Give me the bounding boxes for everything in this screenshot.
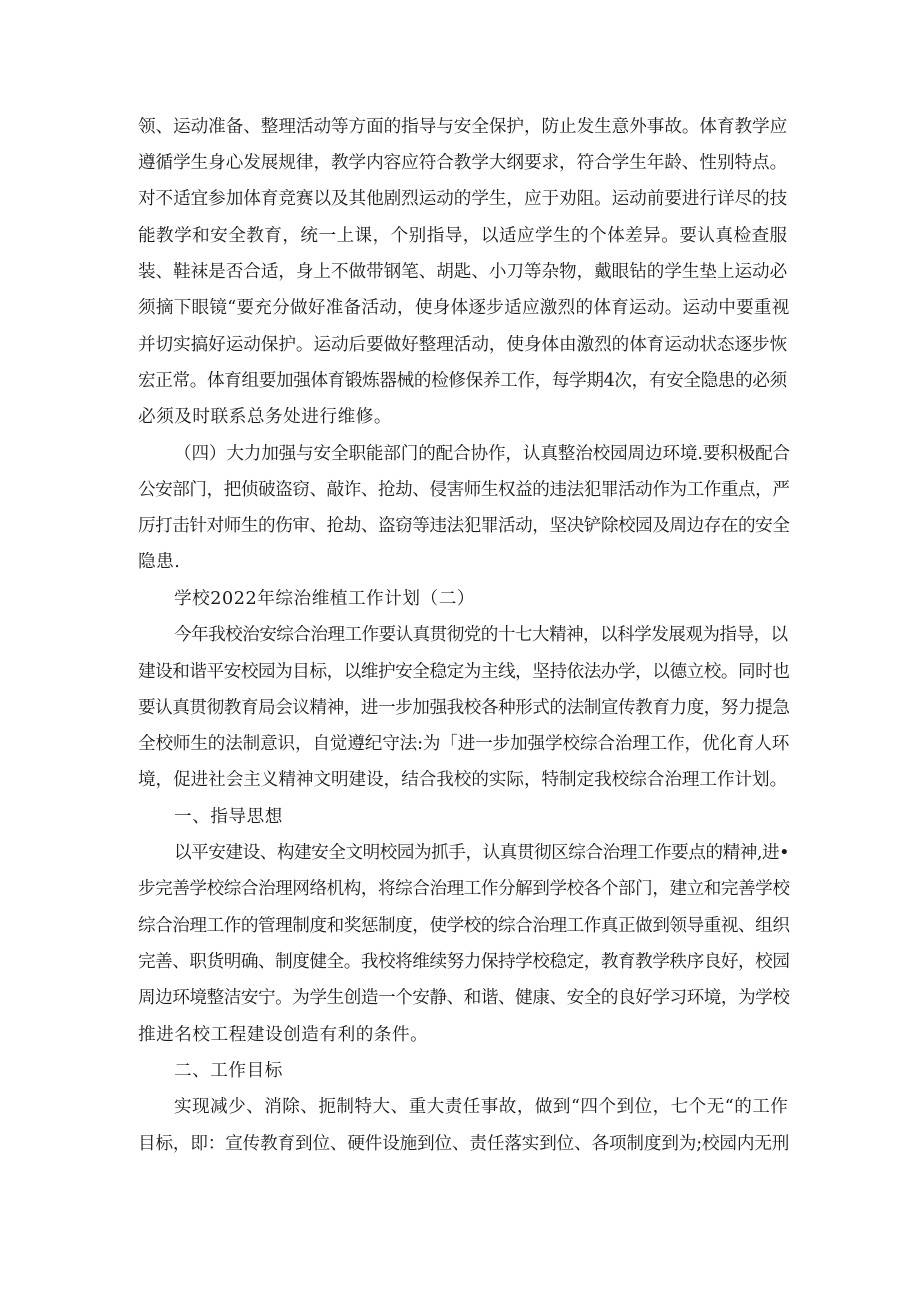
- text-line: 隐患.: [138, 552, 181, 572]
- text-line: 领、运动准备、整理活动等方面的指导与安全保护，防止发生意外事故。体育教学应: [138, 117, 788, 137]
- heading-guiding-ideology: 一、指导思想: [174, 807, 283, 827]
- text-line: 装、鞋袜是否合适，身上不做带钢笔、胡匙、小刀等杂物，戴眼钻的学生垫上运动必: [138, 262, 788, 282]
- text-line: 要认真贯彻教育局会议精神，进一步加强我校各种形式的法制宣传教育力度，努力提急: [138, 698, 790, 718]
- paragraph-first-line: 以平安建设、构建安全文明校园为抓手，认真贯彻区综合治理工作要点的精神,进•: [174, 843, 790, 863]
- text-line: 对不适宜参加体育竞赛以及其他剧烈运动的学生，应于劝阻。运动前要进行详尽的技: [138, 189, 788, 209]
- paragraph-first-line: 今年我校治安综合治理工作要认真贯彻党的十七大精神，以科学发展观为指导，以: [174, 625, 788, 645]
- text-line: 全校师生的法制意识，自觉遵纪守法:为「进一步加强学校综合治理工作，优化育人环: [138, 734, 790, 754]
- paragraph-first-line: （四）大力加强与安全职能部门的配合协作，认真整治校园周边环境.要积极配合: [174, 444, 790, 464]
- text-line: 必须及时联系总务处进行维修。: [138, 407, 393, 427]
- text-line: 步完善学校综合治理网络机构，将综合治理工作分解到学校各个部门，建立和完善学校: [138, 879, 790, 899]
- text-line: 综合治理工作的管理制度和奖惩制度，使学校的综合治理工作真正做到领导重视、组织: [138, 916, 790, 936]
- heading-work-goals: 二、工作目标: [174, 1061, 283, 1081]
- text-line: 周边环境整洁安宁。为学生创造一个安静、和谐、健康、安全的良好学习环境，为学校: [138, 988, 790, 1008]
- text-line: 完善、职货明确、制度健全。我校将维续努力保持学校稳定，教育教学秩序良好，校园: [138, 952, 790, 972]
- text-line: 遵循学生身心发展规律，教学内容应符合教学大纲要求，符合学生年龄、性别特点。: [138, 153, 788, 173]
- section-title: 学校2022年综治维植工作计划（二）: [174, 589, 475, 609]
- text-line: 建设和谐平安校园为目标，以维护安全稳定为主线，坚持依法办学，以德立校。同时也: [138, 662, 790, 682]
- text-line: 目标，即：宣传教育到位、硬件设施到位、责任落实到位、各项制度到为;校园内无刑: [138, 1134, 790, 1154]
- text-line: 须摘下眼镜“要充分做好准备活动，使身体逐步适应激烈的体育运动。运动中要重视: [138, 298, 790, 318]
- text-line: 宏正常。体育组要加强体育锻炼器械的检修保养工作，每学期4次，有安全隐患的必须: [138, 371, 787, 391]
- text-line: 厉打击针对师生的伤审、抢劫、盗窃等违法犯罪活动，坚决铲除校园及周边存在的安全: [138, 516, 790, 536]
- text-line: 能教学和安全教育，统一上课，个别指导，以适应学生的个体差异。要认真检查服: [138, 226, 788, 246]
- paragraph-first-line: 实现减少、消除、扼制特大、重大责任事故，做到“四个到位，七个无“的工作: [174, 1097, 789, 1117]
- text-line: 境，促进社会主义精神文明建设，结合我校的实际，特制定我校综合治理工作计划。: [138, 770, 788, 790]
- text-line: 推进名校工程建设创造有利的条件。: [138, 1025, 429, 1045]
- text-line: 公安部门，把侦破盗窃、敲诈、抢劫、侵害师生权益的违法犯罪活动作为工作重点，严: [138, 480, 790, 500]
- text-line: 并切实搞好运动保护。运动后要做好整理活动，使身体由激烈的体育运动状态逐步恢: [138, 335, 788, 355]
